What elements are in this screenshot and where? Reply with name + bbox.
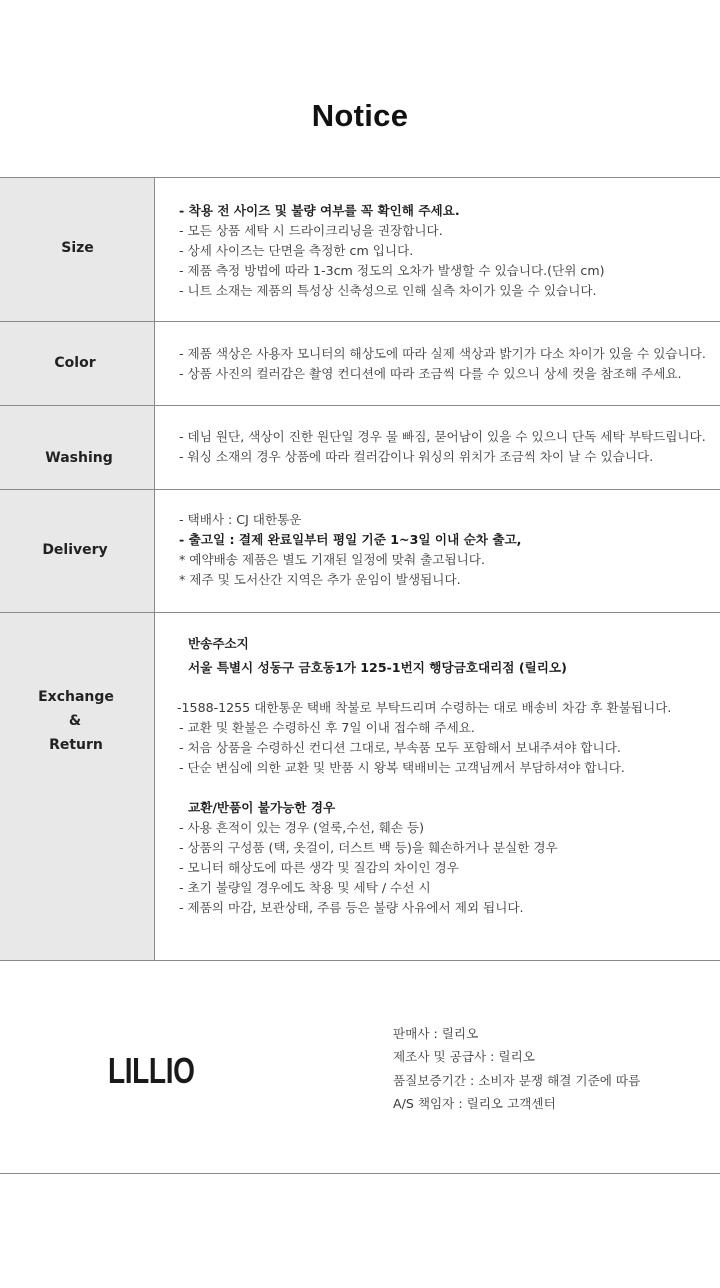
delivery-line: - 출고일 : 결제 완료일부터 평일 기준 1~3일 이내 순차 출고, (179, 532, 522, 547)
size-line: - 니트 소재는 제품의 특성상 신축성으로 인해 실측 차이가 있을 수 있습니다. (179, 283, 597, 298)
no-return-line: - 모니터 해상도에 따른 생각 및 질감의 차이인 경우 (179, 860, 459, 875)
size-label: Size (61, 240, 94, 256)
page-title: Notice (311, 98, 409, 133)
color-label-cell (0, 322, 155, 405)
size-row (0, 178, 720, 322)
washing-content (155, 406, 720, 489)
color-line: - 상품 사진의 컬러감은 촬영 컨디션에 따라 조금씩 다를 수 있으니 상세 컷을 참조해 주세요. (179, 366, 682, 381)
exchange-line: - 처음 상품을 수령하신 컨디션 그대로, 부속품 모두 포함해서 보내주셔야 합니다. (179, 740, 621, 755)
size-line: - 제품 측정 방법에 따라 1-3cm 정도의 오차가 발생할 수 있습니다.(단위 cm) (179, 263, 605, 278)
return-address-title: 반송주소지 (188, 636, 249, 651)
seller-name: 판매사 : 릴리오 (393, 1026, 479, 1041)
as-contact: A/S 책임자 : 릴리오 고객센터 (393, 1095, 556, 1111)
color-row (0, 322, 720, 406)
no-return-line: - 초기 불량일 경우에도 착용 및 세탁 / 수선 시 (179, 880, 431, 895)
size-line: - 상세 사이즈는 단면을 측정한 cm 입니다. (179, 243, 414, 258)
warranty-period: 품질보증기간 : 소비자 분쟁 해결 기준에 따름 (393, 1072, 641, 1088)
delivery-label-cell (0, 490, 155, 612)
size-content (155, 178, 720, 321)
size-line: - 모든 상품 세탁 시 드라이크리닝을 권장합니다. (179, 223, 443, 238)
size-label-cell (0, 178, 155, 321)
exchange-line: -1588-1255 대한통운 택배 착불로 부탁드리며 수령하는 대로 배송비 차감 후 환불됩니다. (177, 700, 672, 715)
delivery-line: * 제주 및 도서산간 지역은 추가 운임이 발생됩니다. (179, 572, 461, 587)
washing-label: Washing (45, 450, 113, 466)
no-return-line: - 상품의 구성품 (택, 옷걸이, 더스트 백 등)을 훼손하거나 분실한 경우 (179, 840, 558, 855)
delivery-row (0, 490, 720, 613)
delivery-line: * 예약배송 제품은 별도 기재된 일정에 맞춰 출고됩니다. (179, 552, 485, 567)
no-return-title: 교환/반품이 불가능한 경우 (188, 800, 336, 815)
washing-row (0, 406, 720, 490)
delivery-label: Delivery (42, 542, 108, 558)
no-return-line: - 제품의 마감, 보관상태, 주름 등은 불량 사유에서 제외 됩니다. (179, 900, 524, 915)
delivery-content (155, 490, 720, 612)
color-label: Color (54, 355, 96, 371)
color-line: - 제품 색상은 사용자 모니터의 해상도에 따라 실제 색상과 밝기가 다소 차이가 있을 수 있습니다. (179, 346, 706, 361)
no-return-line: - 사용 흔적이 있는 경우 (얼룩,수선, 훼손 등) (179, 820, 425, 835)
seller-info (393, 1022, 640, 1115)
exchange-ampersand: & (68, 713, 82, 729)
footer-divider (0, 1173, 720, 1174)
color-content (155, 322, 720, 405)
exchange-content (155, 613, 720, 960)
notice-table (0, 177, 720, 961)
return-address: 서울 특별시 성동구 금호동1가 125-1번지 행당금호대리점 (릴리오) (188, 660, 567, 675)
exchange-label: Exchange (38, 689, 114, 705)
washing-line: - 데님 원단, 색상이 진한 원단일 경우 물 빠짐, 묻어남이 있을 수 있으니 단독 세탁 부탁드립니다. (179, 429, 706, 444)
exchange-label-cell (0, 613, 155, 960)
manufacturer-name: 제조사 및 공급사 : 릴리오 (393, 1049, 535, 1065)
exchange-row (0, 613, 720, 961)
lillio-logo: LILLIO (108, 1050, 195, 1091)
exchange-line: - 단순 변심에 의한 교환 및 반품 시 왕복 택배비는 고객님께서 부담하셔야 합니다. (179, 760, 625, 775)
exchange-line: - 교환 및 환불은 수령하신 후 7일 이내 접수해 주세요. (179, 720, 475, 735)
washing-line: - 워싱 소재의 경우 상품에 따라 컬러감이나 워싱의 위치가 조금씩 차이 날 수 있습니다. (179, 449, 654, 464)
washing-label-cell (0, 406, 155, 489)
delivery-line: - 택배사 : CJ 대한통운 (179, 512, 302, 527)
size-line: - 착용 전 사이즈 및 불량 여부를 꼭 확인해 주세요. (179, 203, 460, 218)
return-label: Return (49, 737, 103, 753)
